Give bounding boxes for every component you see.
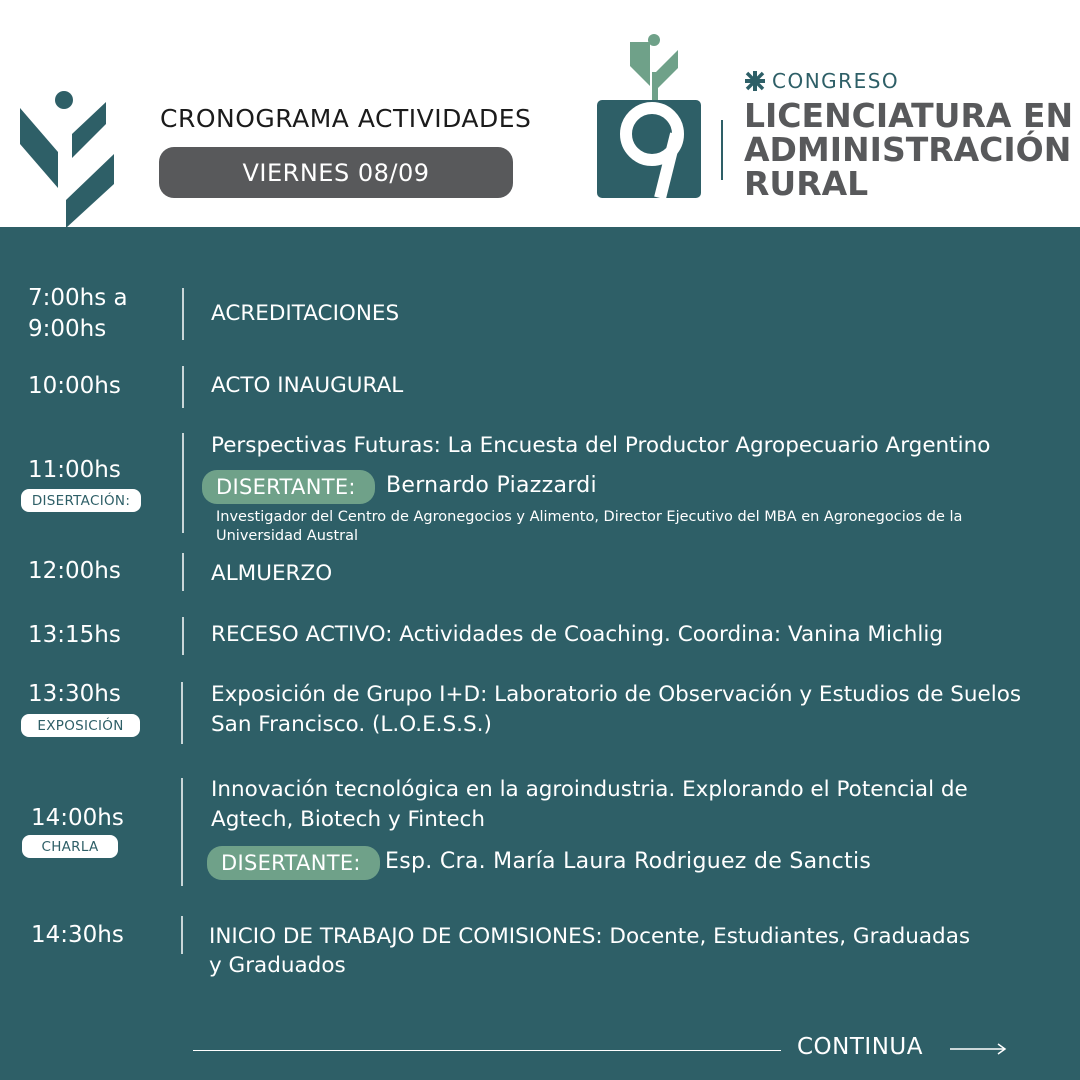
arrow-right-icon[interactable]	[950, 1040, 1008, 1058]
continue-label[interactable]: CONTINUA	[797, 1034, 923, 1060]
header	[0, 0, 1080, 227]
speaker-label-pill: DISERTANTE:	[202, 470, 375, 504]
time-label: 14:30hs	[31, 922, 124, 948]
session-type-badge: EXPOSICIÓN	[21, 714, 140, 737]
activity-title: Agtech, Biotech y Fintech	[211, 807, 486, 832]
row-divider	[182, 366, 184, 408]
speaker-label-pill: DISERTANTE:	[207, 846, 380, 880]
row-divider	[182, 433, 184, 533]
row-divider	[181, 682, 183, 744]
activity-title: Innovación tecnológica en la agroindustria. Explorando el Potencial de	[211, 777, 968, 802]
activity-title: ACTO INAUGURAL	[211, 373, 404, 398]
congress-label-row	[744, 67, 899, 95]
session-type-badge: DISERTACIÓN:	[21, 489, 141, 512]
congress-label: CONGRESO	[772, 69, 900, 93]
row-divider	[182, 553, 184, 591]
time-label: 11:00hs	[28, 457, 121, 483]
activity-title: INICIO DE TRABAJO DE COMISIONES: Docente, Estudiantes, Graduadas	[209, 924, 971, 949]
activity-title: ALMUERZO	[211, 561, 333, 586]
activity-title: San Francisco. (L.O.E.S.S.)	[211, 712, 492, 737]
footer-divider	[193, 1050, 781, 1051]
activity-title: y Graduados	[209, 953, 346, 978]
row-divider	[182, 617, 184, 655]
plant-sprout-logo-icon	[18, 88, 118, 228]
congress-number-9-logo-icon	[594, 32, 706, 202]
schedule-title: CRONOGRAMA ACTIVIDADES	[160, 104, 532, 133]
logo-divider	[721, 120, 723, 180]
activity-title: RECESO ACTIVO: Actividades de Coaching. Coordina: Vanina Michlig	[211, 622, 943, 647]
speaker-name: Bernardo Piazzardi	[386, 473, 597, 498]
time-label: 7:00hs a	[28, 285, 128, 311]
time-label: 10:00hs	[28, 373, 121, 399]
time-label: 12:00hs	[28, 558, 121, 584]
row-divider	[181, 916, 183, 954]
day-badge: VIERNES 08/09	[159, 147, 513, 198]
speaker-description: Investigador del Centro de Agronegocios y Alimento, Director Ejecutivo del MBA en Agronegocios de la Universidad Austral	[216, 509, 963, 544]
org-title-line-1: LICENCIATURA EN	[744, 96, 1074, 135]
activity-title: Perspectivas Futuras: La Encuesta del Productor Agropecuario Argentino	[211, 433, 991, 458]
activity-title: Exposición de Grupo I+D: Laboratorio de Observación y Estudios de Suelos	[211, 682, 1022, 707]
org-title-line-3: RURAL	[744, 164, 869, 203]
org-title-line-2: ADMINISTRACIÓN	[744, 130, 1072, 169]
row-divider	[182, 288, 184, 340]
session-type-badge: CHARLA	[22, 835, 118, 858]
time-label: 13:15hs	[28, 622, 121, 648]
time-label: 14:00hs	[31, 805, 124, 831]
time-label: 13:30hs	[28, 681, 121, 707]
activity-title: ACREDITACIONES	[211, 301, 400, 326]
utn-asterisk-icon	[744, 70, 766, 92]
speaker-name: Esp. Cra. María Laura Rodriguez de Sanctis	[385, 849, 872, 874]
row-divider	[181, 778, 183, 886]
time-label: 9:00hs	[28, 316, 107, 342]
